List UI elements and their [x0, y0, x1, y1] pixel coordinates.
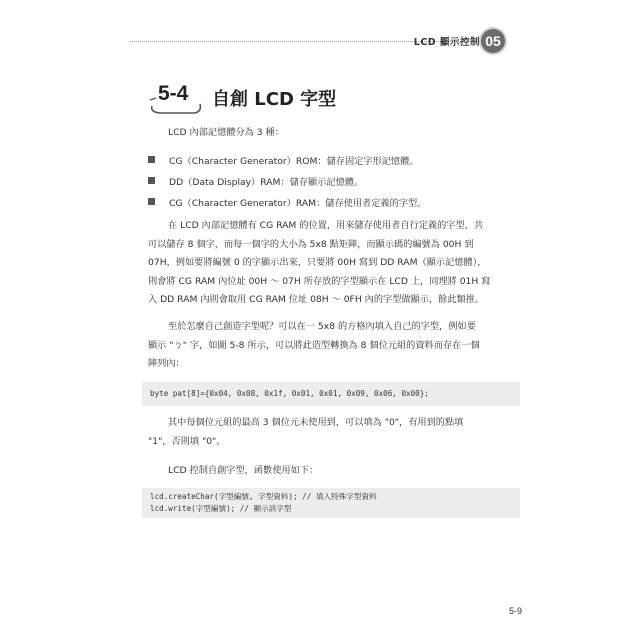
running-header: [0, 26, 640, 60]
section-title: 自創 LCD 字型: [212, 89, 337, 110]
bullet-square-icon: [148, 177, 155, 184]
code-line: byte pat[8]={0x04, 0x08, 0x1f, 0x01, 0x01, 0x09, 0x06, 0x00};: [150, 389, 429, 398]
paragraph-line: 顯示 "ㄅ" 字，如圖 5-8 所示，可以將此造型轉換為 8 個位元組的資料而存在一個: [148, 339, 480, 351]
custom-char-paragraph: [148, 318, 518, 374]
code-line: lcd.write(字型編號); // 顯示該字型: [150, 504, 292, 513]
paragraph-line: 07H，例如要將編號 0 的字顯示出來，只要將 00H 寫到 DD RAM（顯示記憶體），: [148, 257, 487, 269]
paragraph-line: 則會將 CG RAM 內位址 00H ～ 07H 所存放的字型顯示在 LCD 上，同理將 01H 寫: [148, 275, 491, 287]
bullet-square-icon: [148, 198, 155, 205]
usage-intro: LCD 控制自創字型，函數使用如下：: [168, 465, 319, 476]
bullet-square-icon: [148, 156, 155, 163]
list-item-text: DD（Data Display）RAM：儲存顯示記憶體。: [169, 176, 364, 188]
code-line: lcd.createChar(字型編號, 字型資料); // 填入特殊字型資料: [150, 492, 377, 501]
list-item: [148, 170, 426, 191]
paragraph-line: 其中每個位元組的最高 3 個位元未使用到，可以填為 "0"，有用到的點填: [168, 417, 464, 428]
function-code-block: [142, 488, 520, 518]
section-number: 5-4: [158, 82, 189, 105]
paragraph-line: 可以儲存 8 個字，而每一個字的大小為 5x8 點矩陣，而顯示碼的編號為 00H 到: [148, 238, 474, 250]
list-item: [148, 191, 426, 212]
list-item: [148, 149, 426, 170]
list-item-text: CG（Character Generator）RAM：儲存使用者定義的字型。: [169, 197, 427, 209]
paragraph-line: "1"，否則填 "0"。: [148, 435, 226, 447]
memory-type-list: [148, 149, 426, 212]
memory-intro: LCD 內部記憶體分為 3 種：: [168, 127, 284, 138]
page-number: 5-9: [508, 606, 522, 616]
pattern-code-block: [142, 382, 520, 406]
paragraph-line: 入 DD RAM 內則會取用 CG RAM 位址 08H ～ 0FH 內的字型做顯示，餘此類推。: [148, 294, 485, 306]
bit-explanation-paragraph: [148, 414, 518, 451]
list-item-text: CG（Character Generator）ROM：儲存固定字形記憶體。: [169, 155, 419, 167]
paragraph-line: 至於怎麼自己創造字型呢？可以在一 5x8 的方格內填入自己的字型，例如要: [168, 321, 476, 332]
chapter-title: LCD 顯示控制: [413, 37, 480, 48]
chapter-number-badge: 05: [481, 29, 505, 53]
section-heading: [148, 80, 336, 116]
paragraph-line: 在 LCD 內部記憶體有 CG RAM 的位置，用來儲存使用者自行定義的字型，共: [168, 220, 484, 231]
section-number-block: [148, 80, 204, 116]
cgram-paragraph: [148, 217, 518, 310]
paragraph-line: 陣列內：: [148, 358, 185, 370]
